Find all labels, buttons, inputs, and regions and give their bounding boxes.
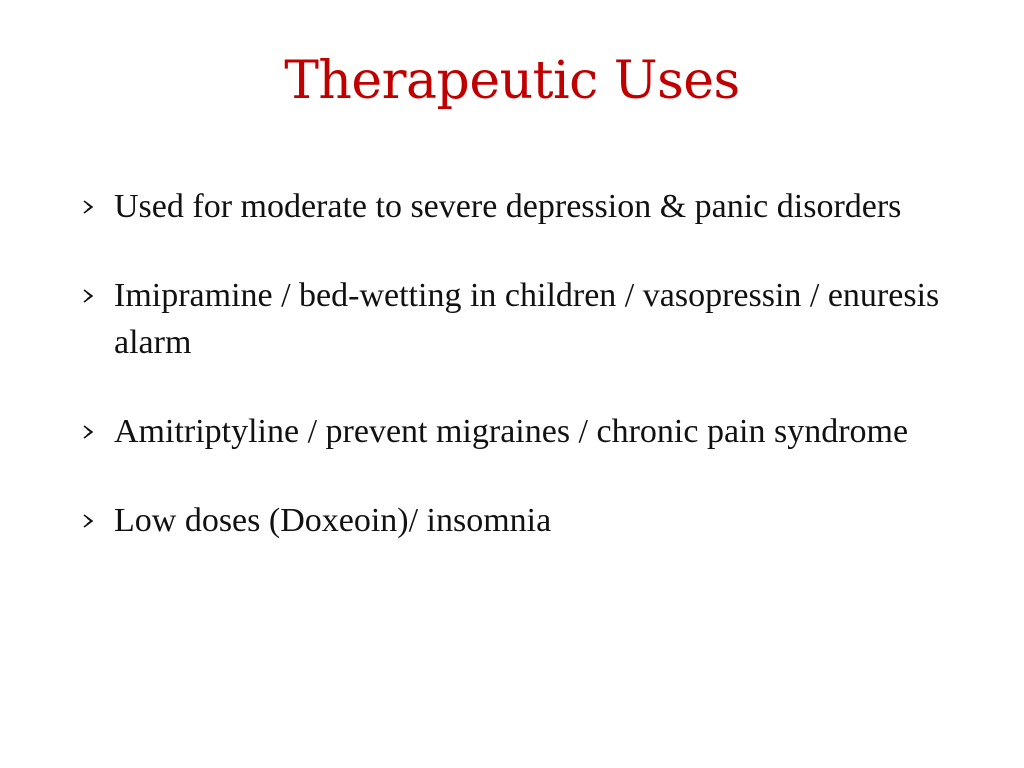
bullet-item [80, 272, 960, 366]
arrow-bullet-icon [82, 289, 96, 303]
bullet-list [80, 183, 960, 586]
bullet-text: Imipramine / bed-wetting in children / vasopressin / enuresis alarm [114, 277, 940, 361]
bullet-text: Low doses (Doxeoin)/ insomnia [114, 502, 552, 539]
bullet-text: Used for moderate to severe depression & panic disorders [114, 188, 902, 225]
bullet-item [80, 183, 960, 230]
arrow-bullet-icon [82, 200, 96, 214]
arrow-bullet-icon [82, 425, 96, 439]
slide-title: Therapeutic Uses [284, 51, 740, 111]
bullet-item [80, 408, 960, 455]
bullet-text: Amitriptyline / prevent migraines / chronic pain syndrome [114, 413, 909, 450]
bullet-item [80, 497, 960, 544]
arrow-bullet-icon [82, 514, 96, 528]
